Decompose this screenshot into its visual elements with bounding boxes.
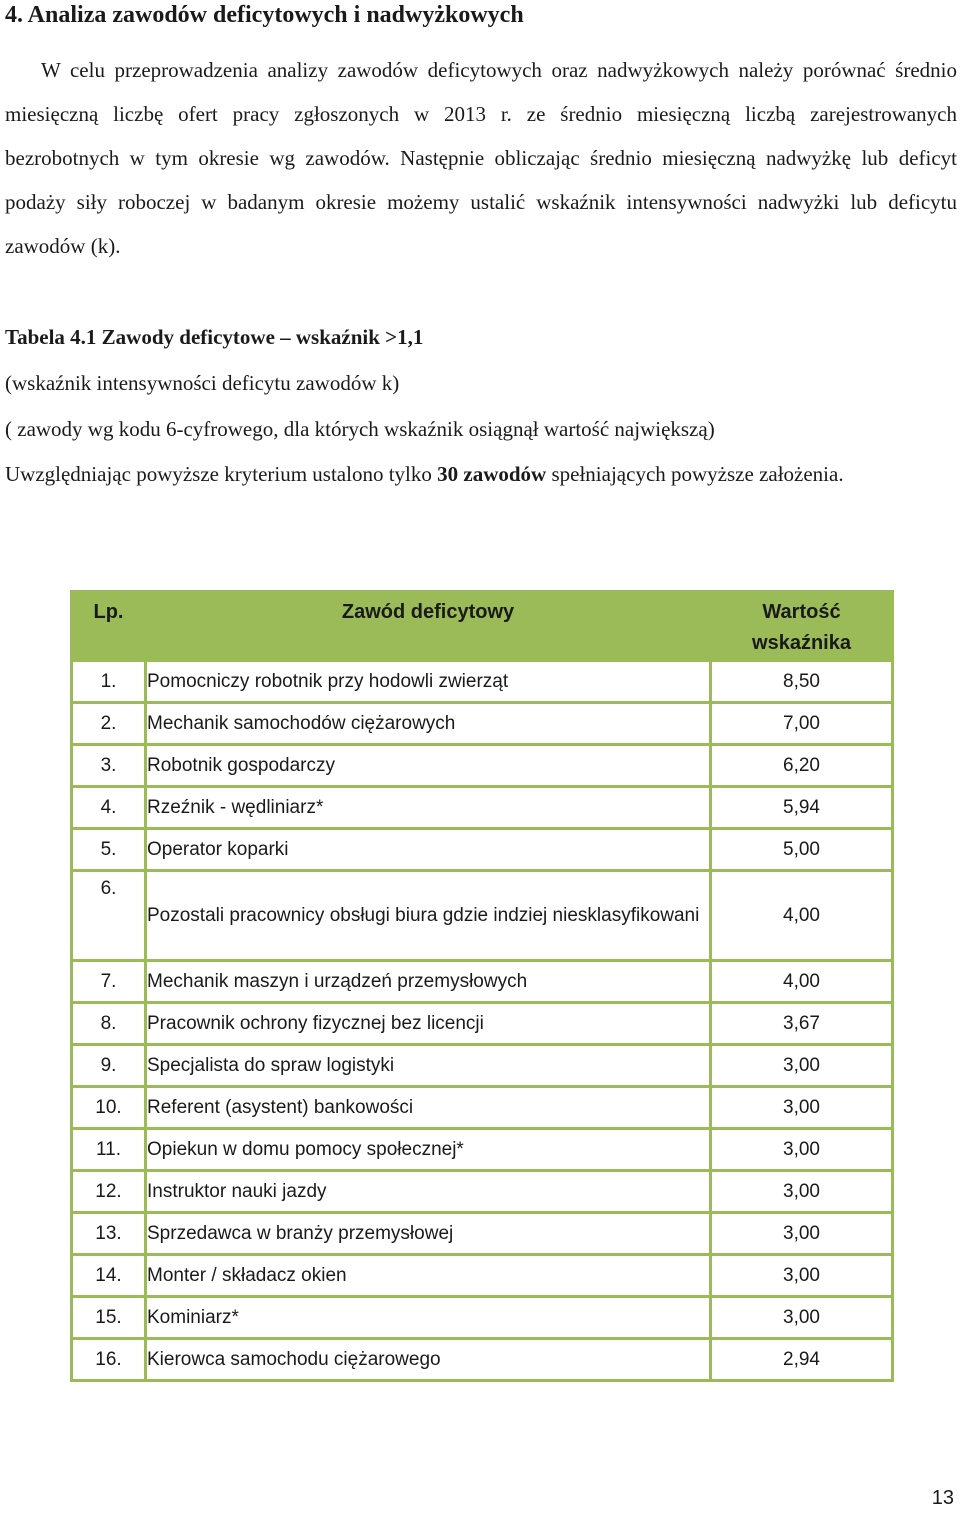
row-occupation: Pracownik ochrony fizycznej bez licencji [146, 1003, 711, 1045]
criterion-text-end: spełniających powyższe założenia. [546, 462, 844, 486]
row-value: 5,94 [711, 787, 893, 829]
table-caption: Tabela 4.1 Zawody deficytowe – wskaźnik >1,1 [5, 325, 424, 349]
row-value: 3,00 [711, 1297, 893, 1339]
row-lp: 12. [72, 1171, 146, 1213]
row-value: 7,00 [711, 703, 893, 745]
row-value: 3,00 [711, 1213, 893, 1255]
row-lp: 4. [72, 787, 146, 829]
table-row [72, 829, 893, 871]
row-occupation: Sprzedawca w branży przemysłowej [146, 1213, 711, 1255]
row-lp: 13. [72, 1213, 146, 1255]
table-row [72, 1045, 893, 1087]
table-row [72, 1171, 893, 1213]
table-row [72, 961, 893, 1003]
criterion-count: 30 zawodów [437, 462, 547, 486]
deficit-occupations-table [70, 590, 894, 1382]
table-row [72, 745, 893, 787]
row-occupation: Mechanik samochodów ciężarowych [146, 703, 711, 745]
row-occupation: Rzeźnik - wędliniarz* [146, 787, 711, 829]
row-value: 3,00 [711, 1129, 893, 1171]
header-value [711, 592, 893, 661]
row-occupation: Robotnik gospodarczy [146, 745, 711, 787]
row-occupation: Instruktor nauki jazdy [146, 1171, 711, 1213]
row-lp: 10. [72, 1087, 146, 1129]
table-header-row [72, 592, 893, 661]
row-lp: 11. [72, 1129, 146, 1171]
row-lp: 3. [72, 745, 146, 787]
section-heading: 4. Analiza zawodów deficytowych i nadwyżkowych [5, 2, 524, 28]
table-row [72, 1003, 893, 1045]
row-lp: 8. [72, 1003, 146, 1045]
table-row [72, 871, 893, 961]
row-value: 5,00 [711, 829, 893, 871]
header-lp: Lp. [72, 592, 146, 661]
row-value: 4,00 [711, 961, 893, 1003]
row-lp: 14. [72, 1255, 146, 1297]
header-value-line1: Wartość [762, 601, 841, 623]
table-note-index: (wskaźnik intensywności deficytu zawodów k) [5, 371, 400, 395]
table-note-code: ( zawody wg kodu 6-cyfrowego, dla których wskaźnik osiągnął wartość największą) [5, 417, 715, 441]
row-lp: 6. [72, 871, 146, 961]
page-number: 13 [931, 1487, 954, 1509]
row-occupation: Kominiarz* [146, 1297, 711, 1339]
row-lp: 5. [72, 829, 146, 871]
row-lp: 16. [72, 1339, 146, 1381]
row-occupation: Operator koparki [146, 829, 711, 871]
row-occupation: Pomocniczy robotnik przy hodowli zwierząt [146, 661, 711, 703]
row-value: 2,94 [711, 1339, 893, 1381]
criterion-text-start: Uwzględniając powyższe kryterium ustalono tylko [5, 462, 438, 486]
row-value: 3,67 [711, 1003, 893, 1045]
row-lp: 2. [72, 703, 146, 745]
table-row [72, 1339, 893, 1381]
table-row [72, 1213, 893, 1255]
row-occupation: Opiekun w domu pomocy społecznej* [146, 1129, 711, 1171]
header-occupation: Zawód deficytowy [146, 592, 711, 661]
row-occupation: Mechanik maszyn i urządzeń przemysłowych [146, 961, 711, 1003]
row-value: 6,20 [711, 745, 893, 787]
row-value: 4,00 [711, 871, 893, 961]
table-row [72, 1255, 893, 1297]
table-row [72, 703, 893, 745]
table-row [72, 661, 893, 703]
row-value: 3,00 [711, 1255, 893, 1297]
row-value: 8,50 [711, 661, 893, 703]
row-value: 3,00 [711, 1045, 893, 1087]
row-lp: 1. [72, 661, 146, 703]
table-row [72, 1129, 893, 1171]
row-value: 3,00 [711, 1087, 893, 1129]
row-occupation: Kierowca samochodu ciężarowego [146, 1339, 711, 1381]
table-row [72, 1297, 893, 1339]
header-value-line2: wskaźnika [752, 632, 851, 654]
row-value: 3,00 [711, 1171, 893, 1213]
table-note-criterion [5, 452, 935, 496]
row-lp: 15. [72, 1297, 146, 1339]
row-occupation: Specjalista do spraw logistyki [146, 1045, 711, 1087]
row-lp: 9. [72, 1045, 146, 1087]
row-occupation: Monter / składacz okien [146, 1255, 711, 1297]
row-lp: 7. [72, 961, 146, 1003]
table-row [72, 787, 893, 829]
row-occupation: Pozostali pracownicy obsługi biura gdzie indziej niesklasyfikowani [146, 871, 711, 961]
table-row [72, 1087, 893, 1129]
row-occupation: Referent (asystent) bankowości [146, 1087, 711, 1129]
intro-paragraph: W celu przeprowadzenia analizy zawodów deficytowych oraz nadwyżkowych należy porównać średnio miesięczną liczbę ofert pracy zgłoszonych w 2013 r. ze średnio miesięczną liczbą zarejestrowanych bezrobotnych w tym okresie wg zawodów. Następnie obliczając średnio miesięczną nadwyżkę lub deficyt podaży siły roboczej w badanym okresie możemy ustalić wskaźnik intensywności nadwyżki lub deficytu zawodów (k). [5, 58, 957, 258]
